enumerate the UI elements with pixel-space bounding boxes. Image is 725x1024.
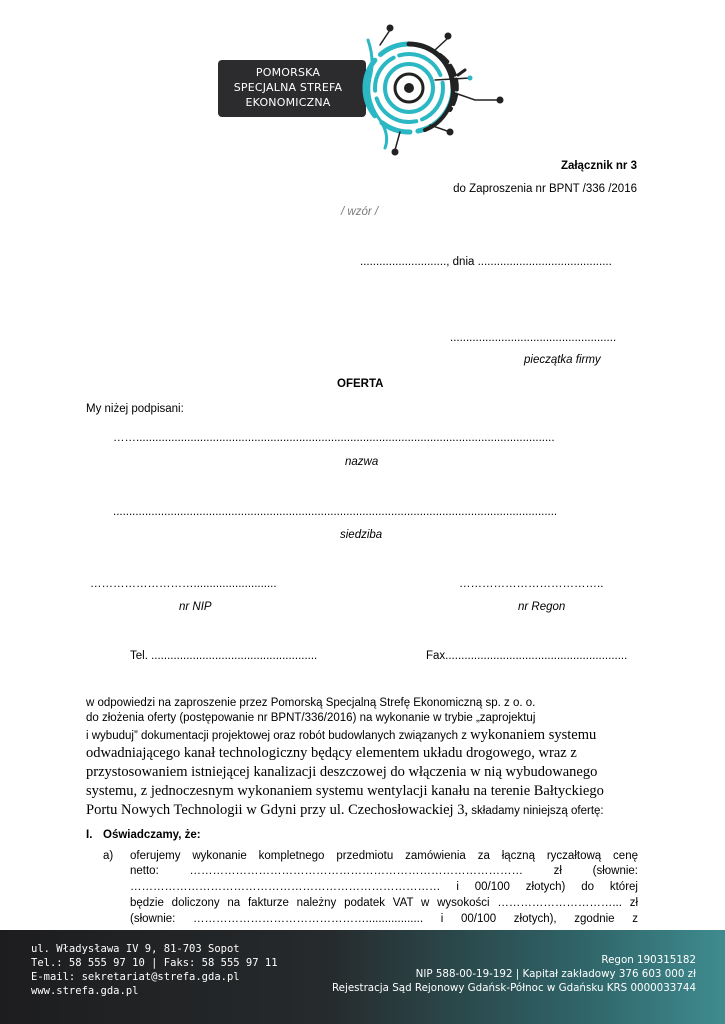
- date-line: ..........................., dnia ..........................................: [360, 256, 612, 268]
- item-a-line-3: ……………………………………………………………………… i 00/100 złotych) do której: [130, 881, 638, 893]
- logo-fingerprint-icon: [340, 20, 510, 160]
- offer-title: OFERTA: [337, 378, 384, 390]
- attachment-label: Załącznik nr 3: [560, 160, 637, 172]
- invitation-reference: do Zaproszenia nr BPNT /336 /2016: [453, 183, 637, 195]
- body-line-3b: wykonaniem systemu: [470, 727, 597, 743]
- footer-address: ul. Władysława IV 9, 81-703 Sopot: [31, 943, 240, 955]
- body-line-5: przystosowaniem istniejącej kanalizacji deszczowej do włączenia w nią wybudowanego: [86, 764, 598, 780]
- footer-regon: Regon 190315182: [601, 954, 696, 966]
- body-line-3: [86, 726, 641, 744]
- body-line-3a: i wybuduj” dokumentacji projektowej oraz robót budowlanych związanych z: [86, 730, 471, 742]
- item-a-line-2: netto: …………………………………………………………………………… zł (słownie:: [130, 865, 638, 877]
- item-a-line-4: będzie doliczony na fakturze należny podatek VAT w wysokości …………………………... zł: [130, 897, 638, 909]
- body-line-7a: Portu Nowych Technologii w Gdyni przy ul. Czechosłowackiej 3,: [86, 802, 469, 818]
- body-line-6: systemu, z jednoczesnym wykonaniem systemu wentylacji kanału na terenie Bałtyckiego: [86, 783, 604, 799]
- nip-field[interactable]: ………………………..........................: [90, 578, 277, 590]
- company-seat-label: siedziba: [340, 529, 383, 541]
- intro-text: My niżej podpisani:: [86, 403, 184, 415]
- template-mark: / wzór /: [341, 206, 379, 218]
- logo-line-3: EKONOMICZNA: [245, 96, 331, 109]
- logo-line-1: POMORSKA: [255, 66, 321, 79]
- footer-email[interactable]: E-mail: sekretariat@strefa.gda.pl: [31, 971, 240, 983]
- phone-field[interactable]: Tel. ....................................................: [130, 650, 318, 662]
- body-line-4: odwadniającego kanał technologiczny będący elementem układu drogowego, wraz z: [86, 745, 577, 761]
- body-line-7: [86, 801, 641, 819]
- stamp-label: pieczątka firmy: [524, 354, 601, 366]
- nip-label: nr NIP: [179, 601, 212, 613]
- body-line-7b: składamy niniejszą ofertę:: [468, 805, 604, 817]
- footer: [0, 930, 725, 1024]
- footer-nip-capital: NIP 588-00-19-192 | Kapitał zakładowy 376 603 000 zł: [415, 968, 696, 980]
- body-line-1: w odpowiedzi na zaproszenie przez Pomorską Specjalną Strefę Ekonomiczną sp. z o. o.: [86, 697, 536, 709]
- item-letter: a): [103, 850, 114, 862]
- item-a-line-5: (słownie: ……………………………………….................. i 00/100 złotych), zgodnie z: [130, 913, 638, 925]
- fax-field[interactable]: Fax.........................................................: [426, 650, 628, 662]
- footer-phone: Tel.: 58 555 97 10 | Faks: 58 555 97 11: [31, 957, 278, 969]
- regon-label: nr Regon: [518, 601, 566, 613]
- section-number: I.: [86, 829, 93, 841]
- section-heading: Oświadczamy, że:: [103, 829, 201, 841]
- regon-field[interactable]: ………………………………..: [459, 578, 604, 590]
- company-name-label: nazwa: [345, 456, 379, 468]
- company-name-field[interactable]: ……...................................................................................................................................: [113, 432, 555, 444]
- stamp-dots: ....................................................: [450, 332, 617, 344]
- company-seat-field[interactable]: ...........................................................................................................................................: [113, 506, 558, 518]
- logo-line-2: SPECJALNA STREFA: [233, 81, 343, 94]
- body-line-2: do złożenia oferty (postępowanie nr BPNT/336/2016) na wykonanie w trybie „zaprojektuj: [86, 712, 536, 724]
- footer-krs: Rejestracja Sąd Rejonowy Gdańsk-Północ w Gdańsku KRS 0000033744: [331, 982, 696, 994]
- footer-website[interactable]: www.strefa.gda.pl: [31, 985, 139, 997]
- item-a-line-1: oferujemy wykonanie kompletnego przedmiotu zamówienia za łączną ryczałtową cenę: [130, 850, 638, 862]
